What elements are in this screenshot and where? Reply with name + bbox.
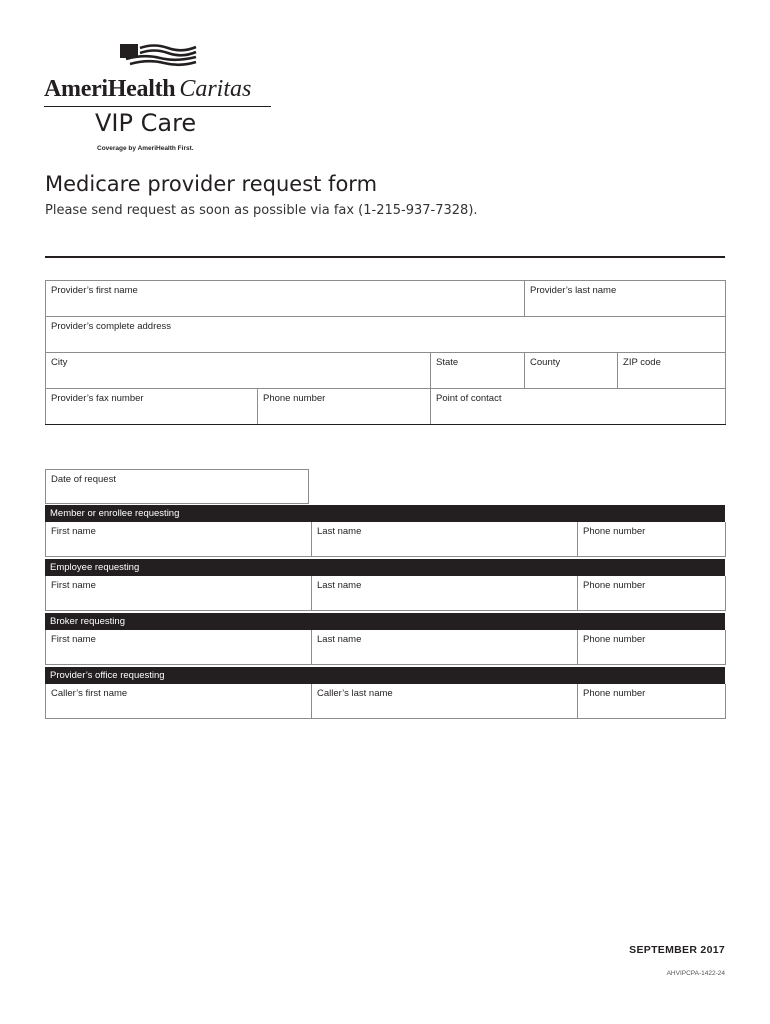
broker-requesting-table: [45, 630, 726, 665]
employee-first-name-field[interactable]: First name: [46, 576, 312, 611]
page-title: Medicare provider request form: [45, 172, 378, 196]
brand-divider: [44, 106, 271, 107]
member-last-name-field[interactable]: Last name: [312, 522, 578, 557]
provider-office-requesting-table: [45, 684, 726, 719]
provider-office-requesting-section: [45, 667, 725, 719]
brand-name-bold: AmeriHealth: [44, 76, 176, 102]
member-requesting-section: [45, 505, 725, 557]
flag-logo-icon: [120, 42, 198, 70]
footer-date: SEPTEMBER 2017: [629, 944, 725, 956]
provider-last-name-field[interactable]: Provider’s last name: [525, 281, 726, 317]
member-first-name-field[interactable]: First name: [46, 522, 312, 557]
member-requesting-table: [45, 522, 726, 557]
broker-first-name-field[interactable]: First name: [46, 630, 312, 665]
broker-last-name-field[interactable]: Last name: [312, 630, 578, 665]
page-subtitle: Please send request as soon as possible via fax (1-215-937-7328).: [45, 203, 478, 218]
product-name: VIP Care: [95, 109, 197, 137]
point-of-contact-field[interactable]: Point of contact: [431, 389, 726, 425]
broker-requesting-section: [45, 613, 725, 665]
broker-phone-field[interactable]: Phone number: [578, 630, 726, 665]
provider-info-table: [45, 280, 726, 425]
form-code: AHVIPCPA-1422-24: [666, 970, 725, 977]
section-heading: Provider’s office requesting: [45, 667, 725, 684]
brand-name: [44, 76, 251, 102]
caller-phone-field[interactable]: Phone number: [578, 684, 726, 719]
provider-first-name-field[interactable]: Provider’s first name: [46, 281, 525, 317]
employee-phone-field[interactable]: Phone number: [578, 576, 726, 611]
state-field[interactable]: State: [431, 353, 525, 389]
member-phone-field[interactable]: Phone number: [578, 522, 726, 557]
provider-address-field[interactable]: Provider’s complete address: [46, 317, 726, 353]
date-of-request-field[interactable]: Date of request: [45, 469, 309, 504]
county-field[interactable]: County: [525, 353, 618, 389]
employee-requesting-section: [45, 559, 725, 611]
caller-last-name-field[interactable]: Caller’s last name: [312, 684, 578, 719]
header-divider: [45, 256, 725, 258]
brand-tagline: Coverage by AmeriHealth First.: [97, 145, 194, 152]
employee-last-name-field[interactable]: Last name: [312, 576, 578, 611]
caller-first-name-field[interactable]: Caller’s first name: [46, 684, 312, 719]
city-field[interactable]: City: [46, 353, 431, 389]
zip-code-field[interactable]: ZIP code: [618, 353, 726, 389]
provider-fax-field[interactable]: Provider’s fax number: [46, 389, 258, 425]
section-heading: Broker requesting: [45, 613, 725, 630]
section-heading: Member or enrollee requesting: [45, 505, 725, 522]
employee-requesting-table: [45, 576, 726, 611]
section-heading: Employee requesting: [45, 559, 725, 576]
logo: [44, 42, 284, 157]
brand-name-italic: Caritas: [179, 76, 252, 102]
provider-phone-field[interactable]: Phone number: [258, 389, 431, 425]
